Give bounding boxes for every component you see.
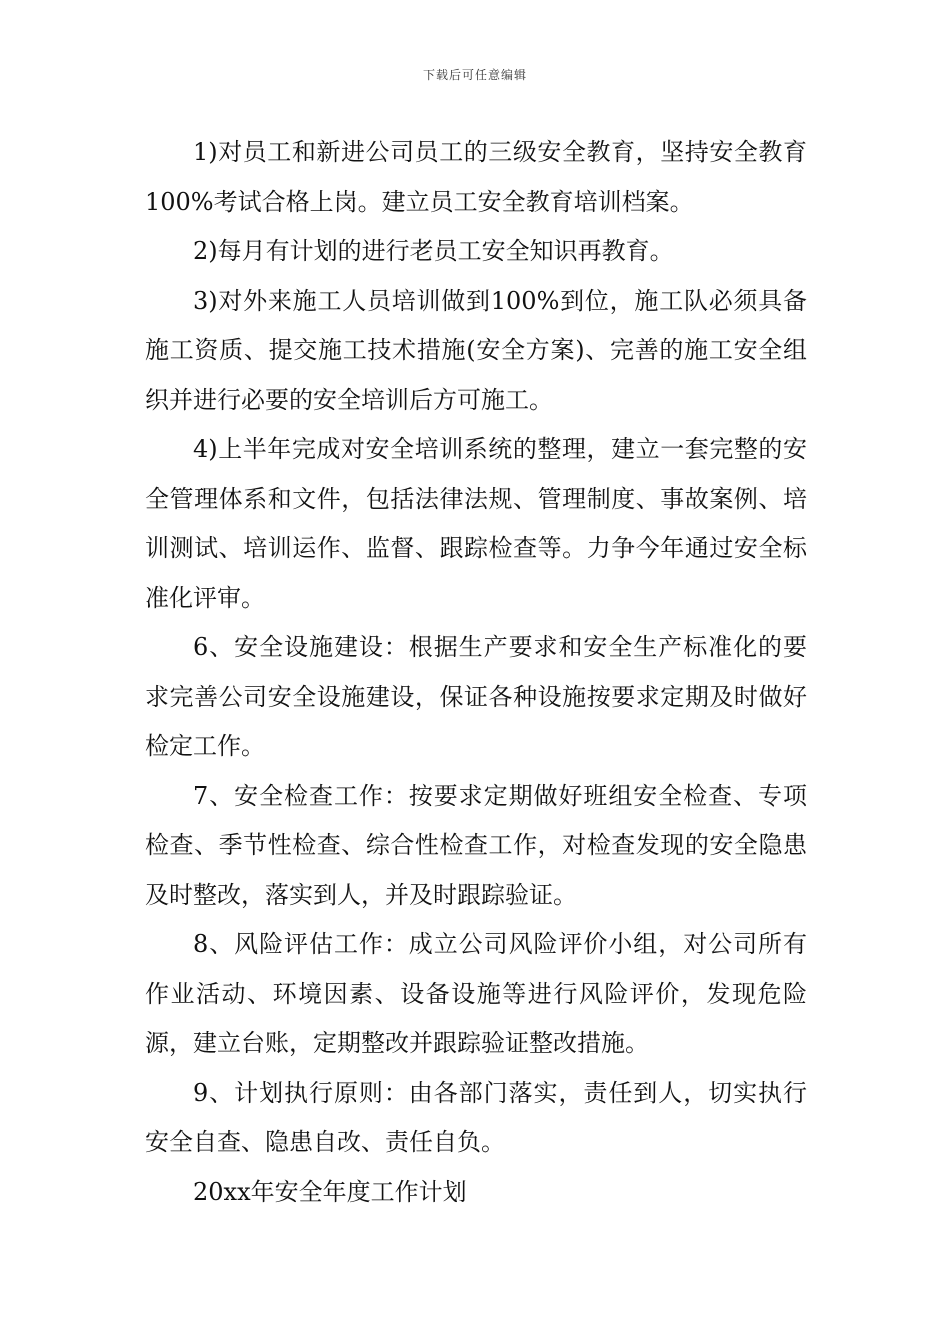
paragraph-3: 3)对外来施工人员培训做到100%到位，施工队必须具备施工资质、提交施工技术措施(安全方案)、完善的施工安全组织并进行必要的安全培训后方可施工。 — [145, 286, 807, 414]
paragraph-8: 8、风险评估工作：成立公司风险评价小组，对公司所有作业活动、环境因素、设备设施等进行风险评价，发现危险源，建立台账，定期整改并跟踪验证整改措施。 — [145, 930, 807, 1057]
document-body — [145, 128, 807, 1217]
section-title: 20xx年安全年度工作计划 — [193, 1177, 467, 1206]
paragraph-7: 7、安全检查工作：按要求定期做好班组安全检查、专项检查、季节性检查、综合性检查工作，对检查发现的安全隐患及时整改，落实到人，并及时跟踪验证。 — [145, 781, 807, 909]
page-header: 下载后可任意编辑 — [422, 68, 527, 82]
paragraph-1: 1)对员工和新进公司员工的三级安全教育，坚持安全教育100%考试合格上岗。建立员工安全教育培训档案。 — [145, 138, 807, 216]
paragraph-4: 4)上半年完成对安全培训系统的整理，建立一套完整的安全管理体系和文件，包括法律法规、管理制度、事故案例、培训测试、培训运作、监督、跟踪检查等。力争今年通过安全标准化评审。 — [145, 435, 807, 612]
paragraph-6: 6、安全设施建设：根据生产要求和安全生产标准化的要求完善公司安全设施建设，保证各种设施按要求定期及时做好检定工作。 — [145, 633, 807, 760]
paragraph-9: 9、计划执行原则：由各部门落实，责任到人，切实执行安全自查、隐患自改、责任自负。 — [145, 1078, 807, 1156]
paragraph-2: 2)每月有计划的进行老员工安全知识再教育。 — [193, 237, 674, 265]
